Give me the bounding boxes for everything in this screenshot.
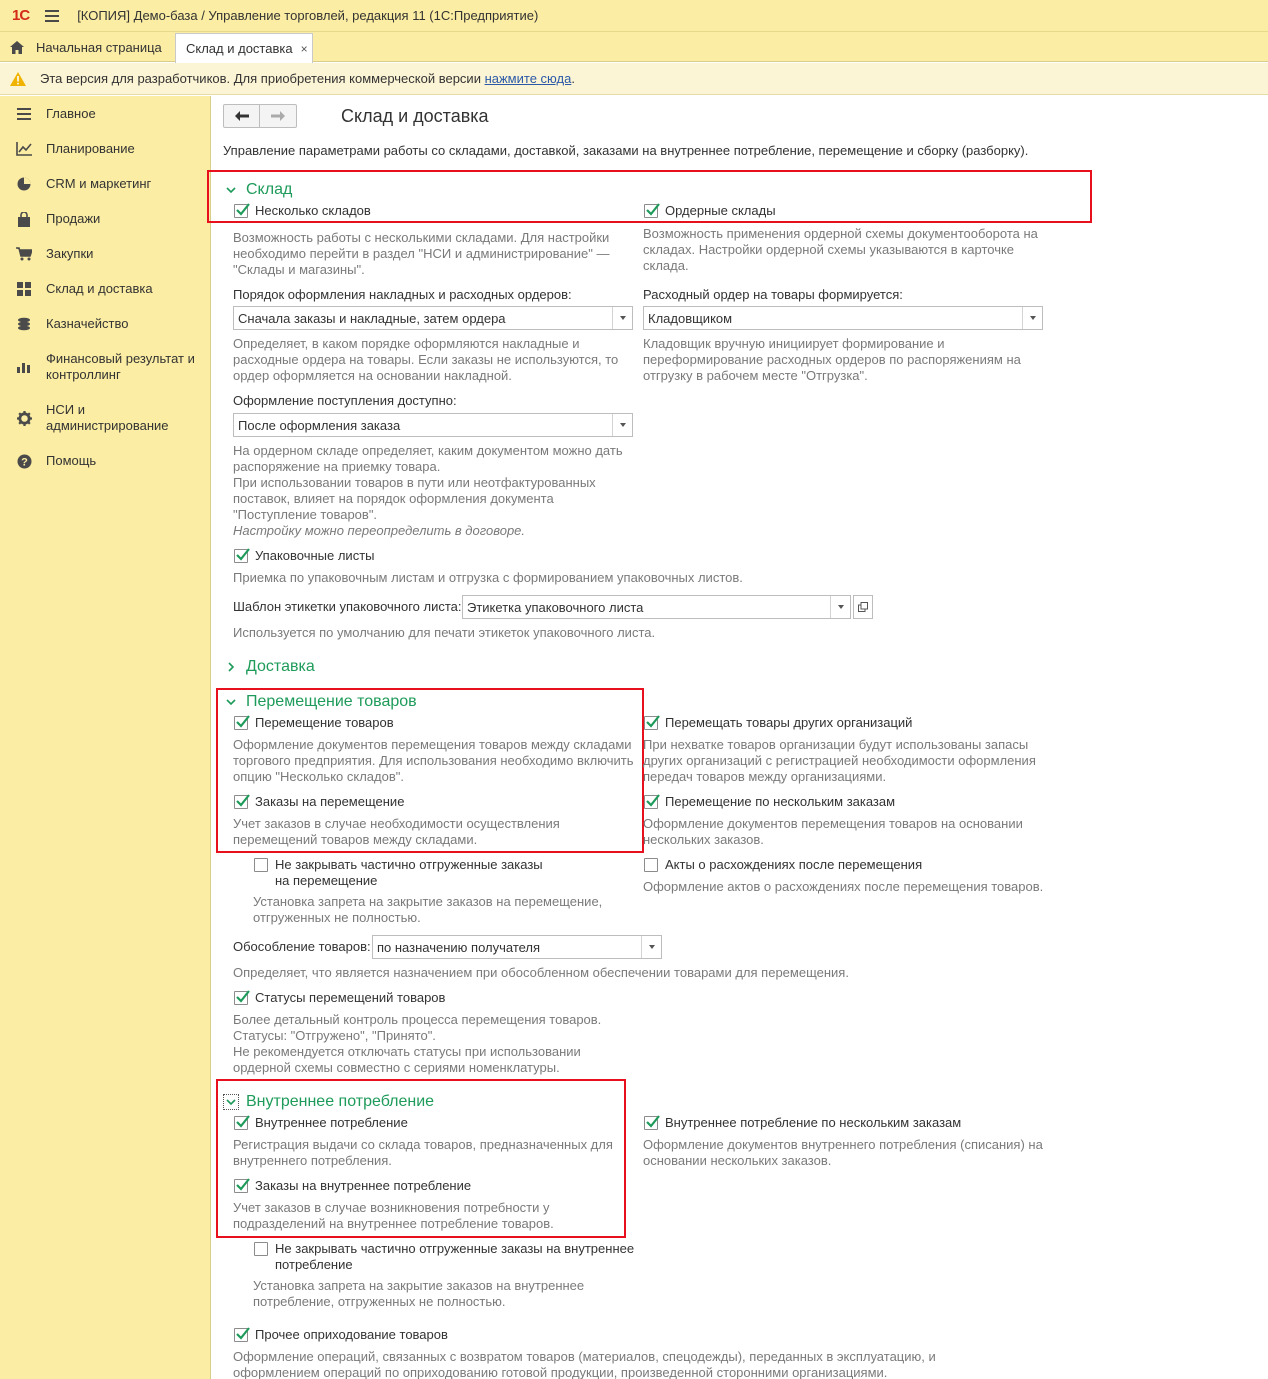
section-title: Доставка xyxy=(246,658,315,675)
sidebar-item-planning[interactable] xyxy=(0,141,211,157)
check-icon xyxy=(234,1325,251,1342)
separation-label: Обособление товаров: xyxy=(233,939,371,954)
forward-button[interactable] xyxy=(260,105,296,127)
desc-line: Используется по умолчанию для печати этикеток упаковочного листа. xyxy=(233,625,656,640)
back-button[interactable] xyxy=(224,105,260,127)
sidebar xyxy=(0,96,211,1379)
label-template-select[interactable] xyxy=(462,595,851,619)
desc-line: Определяет, в каком порядке оформляются накладные и xyxy=(233,336,580,351)
separation-select[interactable] xyxy=(372,935,662,959)
sidebar-item-help[interactable] xyxy=(0,453,211,469)
section-title: Склад xyxy=(246,181,293,198)
other-receipt-label: Прочее оприходование товаров xyxy=(255,1327,448,1342)
no-close-internal-label-2: потребление xyxy=(275,1257,353,1272)
multi-warehouse-label: Несколько складов xyxy=(255,203,371,218)
desc-line: Возможность применения ордерной схемы документооборота на xyxy=(643,226,1038,241)
label-template-label: Шаблон этикетки упаковочного листа: xyxy=(233,599,462,614)
desc-line: Установка запрета на закрытие заказов на перемещение, xyxy=(253,894,603,909)
desc-line: Регистрация выдачи со склада товаров, предназначенных для xyxy=(233,1137,613,1152)
internal-multi-orders-label: Внутреннее потребление по нескольким заказам xyxy=(665,1115,962,1130)
open-template-button[interactable] xyxy=(853,595,873,619)
page-description: Управление параметрами работы со складами, доставкой, заказами на внутреннее потребление, перемещение и сборку (разборку). xyxy=(223,143,1029,158)
no-close-transfer-label-2: на перемещение xyxy=(275,873,378,888)
desc-italic: Настройку можно переопределить в договоре. xyxy=(233,523,526,538)
desc-line: других организаций с регистрацией необходимости оформления xyxy=(643,753,1036,768)
sidebar-item-label: Финансовый результат и xyxy=(46,351,195,366)
desc-line: При использовании товаров в пути или неотфактурованных xyxy=(233,475,596,490)
desc-line: Приемка по упаковочным листам и отгрузка с формированием упаковочных листов. xyxy=(233,570,743,585)
warning-end: . xyxy=(571,71,575,86)
developer-warning xyxy=(0,63,1268,95)
tab-home[interactable] xyxy=(10,32,162,62)
home-icon xyxy=(10,41,24,54)
title-bar xyxy=(0,0,1268,32)
desc-line: поставок, влияет на порядок оформления документа xyxy=(233,491,554,506)
desc-line: Оформление документов внутреннего потребления (списания) на xyxy=(643,1137,1043,1152)
desc-line: подразделений на внутреннее потребление товаров. xyxy=(233,1216,554,1231)
other-orgs-label: Перемещать товары других организаций xyxy=(665,715,913,730)
desc-line: Учет заказов в случае возникновения потребности у xyxy=(233,1200,550,1215)
no-close-internal-label: Не закрывать частично отгруженные заказы на внутреннее xyxy=(275,1241,635,1256)
desc-line: Учет заказов в случае необходимости осуществления xyxy=(233,816,560,831)
select-value: Этикетка упаковочного листа xyxy=(467,599,644,615)
desc-line: Более детальный контроль процесса перемещения товаров. xyxy=(233,1012,602,1027)
acts-label: Акты о расхождениях после перемещения xyxy=(665,857,923,872)
sidebar-item-label: Продажи xyxy=(46,211,101,226)
check-icon xyxy=(644,792,661,809)
packing-lists-checkbox[interactable] xyxy=(234,549,248,563)
no-close-transfer-checkbox[interactable] xyxy=(254,858,268,872)
transfer-statuses-label: Статусы перемещений товаров xyxy=(255,990,446,1005)
help-icon xyxy=(16,453,32,469)
dropdown-arrow-icon[interactable] xyxy=(830,596,850,618)
desc-line: Кладовщик вручную инициирует формирование и xyxy=(643,336,945,351)
desc-line: Оформление актов о расхождениях после перемещения товаров. xyxy=(643,879,1044,894)
desc-line: потребление, отгруженных не полностью. xyxy=(253,1294,506,1309)
invoice-order-label: Порядок оформления накладных и расходных ордеров: xyxy=(233,287,572,302)
section-title: Внутреннее потребление xyxy=(246,1093,435,1110)
page-title: Склад и доставка xyxy=(341,106,489,126)
desc-line: необходимо перейти в раздел "НСИ и администрирование" — xyxy=(233,246,610,261)
order-warehouse-label: Ордерные склады xyxy=(665,203,776,218)
check-icon xyxy=(644,1113,661,1130)
tab-warehouse[interactable] xyxy=(175,33,313,63)
transfer-statuses-checkbox[interactable] xyxy=(234,991,248,1005)
receipt-label: Оформление поступления доступно: xyxy=(233,393,457,408)
check-icon xyxy=(234,988,251,1005)
internal-multi-orders-checkbox[interactable] xyxy=(644,1116,658,1130)
internal-orders-checkbox[interactable] xyxy=(234,1179,248,1193)
desc-line: оформлением операций по оприходованию готовой продукции, произведенной сторонними организациями. xyxy=(233,1365,888,1379)
check-icon xyxy=(644,713,661,730)
cart-icon xyxy=(16,246,32,262)
transfer-checkbox[interactable] xyxy=(234,716,248,730)
receipt-select[interactable] xyxy=(233,413,633,437)
desc-line: передач товаров между организациями. xyxy=(643,769,887,784)
order-warehouse-checkbox[interactable] xyxy=(644,204,658,218)
dropdown-arrow-icon[interactable] xyxy=(612,414,632,436)
sidebar-item-treasury[interactable] xyxy=(0,316,211,332)
sidebar-item-purchases[interactable] xyxy=(0,246,211,262)
dropdown-arrow-icon[interactable] xyxy=(641,936,661,958)
desc-note xyxy=(233,523,525,539)
dropdown-arrow-icon[interactable] xyxy=(1022,307,1042,329)
sidebar-item-finance[interactable] xyxy=(0,351,211,383)
arrow-left-icon xyxy=(235,111,249,121)
warning-text: Эта версия для разработчиков. Для приобретения коммерческой версии xyxy=(40,71,485,86)
other-receipt-checkbox[interactable] xyxy=(234,1328,248,1342)
no-close-internal-checkbox[interactable] xyxy=(254,1242,268,1256)
expense-order-label: Расходный ордер на товары формируется: xyxy=(643,287,903,302)
internal-label: Внутреннее потребление xyxy=(255,1115,408,1130)
chevron-right-icon xyxy=(226,662,236,672)
select-value: Сначала заказы и накладные, затем ордера xyxy=(238,310,506,326)
sidebar-item-warehouse[interactable] xyxy=(0,281,211,297)
check-icon xyxy=(234,792,251,809)
acts-checkbox[interactable] xyxy=(644,858,658,872)
arrow-right-icon xyxy=(271,111,285,121)
select-value: по назначению получателя xyxy=(377,939,541,955)
app-logo: 1С xyxy=(12,7,30,24)
packing-lists-label: Упаковочные листы xyxy=(255,548,375,563)
grid-icon xyxy=(16,281,32,297)
buy-link[interactable]: нажмите сюда xyxy=(484,71,572,86)
transfer-orders-label: Заказы на перемещение xyxy=(255,794,405,809)
main-content xyxy=(212,96,1268,1379)
gear-icon xyxy=(16,410,32,426)
close-icon[interactable]: × xyxy=(300,41,308,56)
sidebar-item-label: Помощь xyxy=(46,453,97,468)
sidebar-item-sales[interactable] xyxy=(0,211,211,227)
sidebar-item-label: Главное xyxy=(46,106,96,121)
desc-line: ордерной схемы совместно с сериями номенклатуры. xyxy=(233,1060,560,1075)
sidebar-item-main[interactable] xyxy=(0,106,211,122)
transfer-orders-checkbox[interactable] xyxy=(234,795,248,809)
multi-orders-label: Перемещение по нескольким заказам xyxy=(665,794,896,809)
sidebar-item-admin[interactable] xyxy=(0,402,211,434)
open-icon xyxy=(858,602,868,612)
check-icon xyxy=(234,1113,251,1130)
sidebar-item-label: НСИ и xyxy=(46,402,85,417)
internal-orders-label: Заказы на внутреннее потребление xyxy=(255,1178,472,1193)
desc-line: "Поступление товаров". xyxy=(233,507,378,522)
desc-line: отгрузку в рабочем месте "Отгрузка". xyxy=(643,368,868,383)
desc-line: Оформление документов перемещения товаров на основании xyxy=(643,816,1023,831)
desc-line: При нехватке товаров организации будут использованы запасы xyxy=(643,737,1029,752)
invoice-order-select[interactable] xyxy=(233,306,633,330)
chart-icon xyxy=(16,141,32,157)
other-orgs-checkbox[interactable] xyxy=(644,716,658,730)
bars-icon xyxy=(16,359,32,375)
desc-line: Установка запрета на закрытие заказов на внутреннее xyxy=(253,1278,585,1293)
desc-line: распоряжение на приемку товара. xyxy=(233,459,441,474)
sidebar-item-label-2: контроллинг xyxy=(46,367,121,382)
desc-line: Возможность работы с несколькими складами. Для настройки xyxy=(233,230,610,245)
expense-order-select[interactable] xyxy=(643,306,1043,330)
desc-line: перемещений товаров между складами. xyxy=(233,832,478,847)
transfer-label: Перемещение товаров xyxy=(255,715,394,730)
desc-line: торгового предприятия. Для использования необходимо включить xyxy=(233,753,634,768)
window-title: [КОПИЯ] Демо-база / Управление торговлей, редакция 11 (1С:Предприятие) xyxy=(77,8,539,23)
coins-icon xyxy=(16,316,32,332)
check-icon xyxy=(234,713,251,730)
sidebar-item-crm[interactable] xyxy=(0,176,211,192)
tab-home-label: Начальная страница xyxy=(36,39,162,55)
desc-line: переформирование расходных ордеров по распоряжениям на xyxy=(643,352,1021,367)
multi-warehouse-checkbox[interactable] xyxy=(234,204,248,218)
sidebar-item-label: Закупки xyxy=(46,246,94,261)
check-icon xyxy=(644,201,661,218)
dropdown-arrow-icon[interactable] xyxy=(612,307,632,329)
desc-line: основании нескольких заказов. xyxy=(643,1153,832,1168)
sidebar-item-label: Склад и доставка xyxy=(46,281,153,296)
desc-line: расходные ордера на товары. Если заказы не используются, то xyxy=(233,352,619,367)
desc-line: ордер оформляется на основании накладной. xyxy=(233,368,512,383)
desc-line: "Склады и магазины". xyxy=(233,262,365,277)
desc-line: На ордерном складе определяет, каким документом можно дать xyxy=(233,443,623,458)
internal-checkbox[interactable] xyxy=(234,1116,248,1130)
desc-line: Оформление операций, связанных с возвратом товаров (материалов, спецодежды), переданных в эксплуатацию, и xyxy=(233,1349,936,1364)
desc-line: Оформление документов перемещения товаров между складами xyxy=(233,737,632,752)
desc-line: нескольких заказов. xyxy=(643,832,764,847)
sidebar-item-label-2: администрирование xyxy=(46,418,169,433)
check-icon xyxy=(234,1176,251,1193)
section-delivery[interactable] xyxy=(226,658,315,676)
desc-line: Определяет, что является назначением при обособленном обеспечении товарами для перемещения. xyxy=(233,965,849,980)
select-value: Кладовщиком xyxy=(648,310,733,326)
desc-line: Статусы: "Отгружено", "Принято". xyxy=(233,1028,436,1043)
list-icon xyxy=(16,106,32,122)
svg-text:?: ? xyxy=(20,456,28,468)
pie-icon xyxy=(16,176,32,192)
desc-line: склада. xyxy=(643,258,689,273)
history-nav xyxy=(223,104,297,128)
desc-line: опцию "Несколько складов". xyxy=(233,769,404,784)
desc-line: складах. Настройки ордерной схемы указываются в карточке xyxy=(643,242,1015,257)
select-value: После оформления заказа xyxy=(238,417,401,433)
sidebar-item-label: CRM и маркетинг xyxy=(46,176,152,191)
sidebar-item-label: Планирование xyxy=(46,141,135,156)
multi-orders-checkbox[interactable] xyxy=(644,795,658,809)
tab-bar xyxy=(0,32,1268,62)
main-menu-icon[interactable] xyxy=(45,10,59,22)
section-title: Перемещение товаров xyxy=(246,693,417,710)
tab-warehouse-label: Склад и доставка xyxy=(186,41,293,56)
bag-icon xyxy=(16,211,32,227)
desc-line: Не рекомендуется отключать статусы при использовании xyxy=(233,1044,581,1059)
warning-icon xyxy=(10,72,26,86)
check-icon xyxy=(234,546,251,563)
desc-line: внутреннего потребления. xyxy=(233,1153,392,1168)
check-icon xyxy=(234,201,251,218)
sidebar-item-label: Казначейство xyxy=(46,316,129,331)
desc-line: отгруженных не полностью. xyxy=(253,910,421,925)
no-close-transfer-label: Не закрывать частично отгруженные заказы xyxy=(275,857,543,872)
